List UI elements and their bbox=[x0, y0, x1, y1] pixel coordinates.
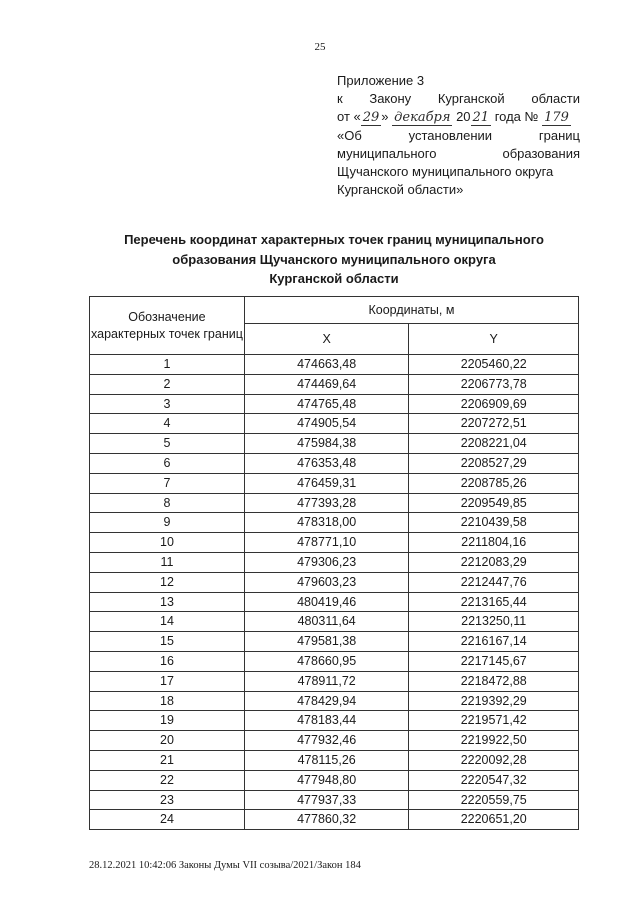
point-number-cell: 2 bbox=[90, 374, 245, 394]
y-coordinate-cell: 2209549,85 bbox=[409, 493, 579, 513]
table-row bbox=[90, 691, 579, 711]
y-coordinate-cell: 2210439,58 bbox=[409, 513, 579, 533]
x-coordinate-cell: 478771,10 bbox=[244, 533, 409, 553]
y-coordinate-cell: 2212447,76 bbox=[409, 572, 579, 592]
point-number-cell: 18 bbox=[90, 691, 245, 711]
table-row bbox=[90, 671, 579, 691]
y-coordinate-cell: 2206909,69 bbox=[409, 394, 579, 414]
y-coordinate-cell: 2218472,88 bbox=[409, 671, 579, 691]
x-coordinate-cell: 478660,95 bbox=[244, 651, 409, 671]
x-coordinate-cell: 477860,32 bbox=[244, 810, 409, 830]
table-row bbox=[90, 374, 579, 394]
date-prefix: от « bbox=[337, 109, 361, 125]
table-row bbox=[90, 434, 579, 454]
x-coordinate-cell: 474905,54 bbox=[244, 414, 409, 434]
x-coordinate-cell: 478911,72 bbox=[244, 671, 409, 691]
point-number-cell: 1 bbox=[90, 355, 245, 375]
annex-header bbox=[337, 72, 580, 199]
x-coordinate-cell: 478115,26 bbox=[244, 750, 409, 770]
x-coordinate-cell: 479306,23 bbox=[244, 552, 409, 572]
point-number-cell: 22 bbox=[90, 770, 245, 790]
x-coordinate-cell: 477937,33 bbox=[244, 790, 409, 810]
document-title bbox=[100, 230, 568, 289]
annex-word: области bbox=[531, 91, 580, 107]
y-coordinate-cell: 2219571,42 bbox=[409, 711, 579, 731]
y-coordinate-cell: 2220651,20 bbox=[409, 810, 579, 830]
point-number-cell: 23 bbox=[90, 790, 245, 810]
point-number-cell: 21 bbox=[90, 750, 245, 770]
point-number-cell: 15 bbox=[90, 632, 245, 652]
point-number-cell: 24 bbox=[90, 810, 245, 830]
x-coordinate-cell: 480311,64 bbox=[244, 612, 409, 632]
x-coordinate-cell: 474765,48 bbox=[244, 394, 409, 414]
x-coordinate-cell: 477932,46 bbox=[244, 731, 409, 751]
coordinates-table bbox=[89, 296, 579, 830]
point-number-cell: 3 bbox=[90, 394, 245, 414]
y-coordinate-cell: 2213165,44 bbox=[409, 592, 579, 612]
handwritten-month: декабря bbox=[394, 110, 451, 126]
y-coordinate-cell: 2208527,29 bbox=[409, 453, 579, 473]
y-coordinate-cell: 2211804,16 bbox=[409, 533, 579, 553]
point-number-cell: 11 bbox=[90, 552, 245, 572]
y-coordinate-cell: 2220559,75 bbox=[409, 790, 579, 810]
annex-word: муниципального bbox=[337, 145, 437, 161]
point-number-cell: 4 bbox=[90, 414, 245, 434]
handwritten-year-suffix: 21 bbox=[472, 110, 490, 126]
page-number: 25 bbox=[314, 41, 326, 53]
x-coordinate-cell: 478183,44 bbox=[244, 711, 409, 731]
table-row bbox=[90, 731, 579, 751]
annex-word: Закону bbox=[369, 91, 412, 107]
point-number-cell: 9 bbox=[90, 513, 245, 533]
y-coordinate-cell: 2205460,22 bbox=[409, 355, 579, 375]
title-line: образования Щучанского муниципального округа bbox=[172, 251, 496, 267]
point-number-cell: 16 bbox=[90, 651, 245, 671]
point-number-cell: 6 bbox=[90, 453, 245, 473]
y-coordinate-cell: 2208221,04 bbox=[409, 434, 579, 454]
x-coordinate-cell: 479603,23 bbox=[244, 572, 409, 592]
annex-line-subject bbox=[337, 127, 580, 145]
annex-line-law bbox=[337, 90, 580, 108]
date-separator: » bbox=[381, 109, 393, 125]
table-row bbox=[90, 632, 579, 652]
table-row bbox=[90, 493, 579, 513]
table-row bbox=[90, 790, 579, 810]
table-row bbox=[90, 473, 579, 493]
x-coordinate-cell: 474663,48 bbox=[244, 355, 409, 375]
footer-stamp: 28.12.2021 10:42:06 Законы Думы VII созыва/2021/Закон 184 bbox=[89, 860, 361, 871]
y-coordinate-cell: 2219922,50 bbox=[409, 731, 579, 751]
table-row bbox=[90, 750, 579, 770]
handwritten-law-number: 179 bbox=[544, 110, 569, 126]
table-row bbox=[90, 711, 579, 731]
date-year-prefix: 20 bbox=[452, 109, 471, 125]
point-number-cell: 17 bbox=[90, 671, 245, 691]
annex-title: Приложение 3 bbox=[337, 73, 425, 88]
x-coordinate-cell: 476459,31 bbox=[244, 473, 409, 493]
annex-word: образования bbox=[502, 145, 580, 161]
table-row bbox=[90, 592, 579, 612]
annex-line-district: Щучанского муниципального округа bbox=[337, 163, 554, 179]
handwritten-day: 29 bbox=[362, 110, 380, 126]
annex-word: «Об bbox=[337, 127, 362, 143]
point-number-cell: 19 bbox=[90, 711, 245, 731]
table-row bbox=[90, 651, 579, 671]
x-coordinate-cell: 478429,94 bbox=[244, 691, 409, 711]
y-coordinate-cell: 2208785,26 bbox=[409, 473, 579, 493]
title-line: Перечень координат характерных точек границ муниципального bbox=[124, 232, 544, 247]
annex-word: к bbox=[337, 91, 343, 107]
y-coordinate-cell: 2217145,67 bbox=[409, 651, 579, 671]
title-line: Курганской области bbox=[269, 271, 399, 286]
table-row bbox=[90, 414, 579, 434]
table-row bbox=[90, 513, 579, 533]
table-row bbox=[90, 572, 579, 592]
header-designation: Обозначение характерных точек границ bbox=[90, 297, 245, 355]
annex-word: Курганской bbox=[437, 91, 505, 107]
point-number-cell: 5 bbox=[90, 434, 245, 454]
annex-line-region: Курганской области» bbox=[337, 182, 464, 198]
x-coordinate-cell: 480419,46 bbox=[244, 592, 409, 612]
x-coordinate-cell: 475984,38 bbox=[244, 434, 409, 454]
y-coordinate-cell: 2220547,32 bbox=[409, 770, 579, 790]
table-row bbox=[90, 552, 579, 572]
table-row bbox=[90, 453, 579, 473]
table-row bbox=[90, 355, 579, 375]
table-row bbox=[90, 810, 579, 830]
annex-word: установлении bbox=[408, 127, 493, 143]
date-number-label: года № bbox=[491, 109, 543, 125]
point-number-cell: 20 bbox=[90, 731, 245, 751]
y-coordinate-cell: 2213250,11 bbox=[409, 612, 579, 632]
annex-line-date bbox=[337, 108, 580, 126]
annex-line-municipal bbox=[337, 145, 580, 163]
point-number-cell: 8 bbox=[90, 493, 245, 513]
header-y: Y bbox=[409, 324, 579, 355]
point-number-cell: 14 bbox=[90, 612, 245, 632]
point-number-cell: 7 bbox=[90, 473, 245, 493]
point-number-cell: 13 bbox=[90, 592, 245, 612]
x-coordinate-cell: 476353,48 bbox=[244, 453, 409, 473]
header-x: X bbox=[244, 324, 409, 355]
x-coordinate-cell: 479581,38 bbox=[244, 632, 409, 652]
table-row bbox=[90, 770, 579, 790]
y-coordinate-cell: 2207272,51 bbox=[409, 414, 579, 434]
x-coordinate-cell: 477948,80 bbox=[244, 770, 409, 790]
y-coordinate-cell: 2212083,29 bbox=[409, 552, 579, 572]
y-coordinate-cell: 2219392,29 bbox=[409, 691, 579, 711]
y-coordinate-cell: 2206773,78 bbox=[409, 374, 579, 394]
x-coordinate-cell: 474469,64 bbox=[244, 374, 409, 394]
header-coordinates: Координаты, м bbox=[244, 297, 578, 324]
table-row bbox=[90, 533, 579, 553]
annex-word: границ bbox=[538, 127, 580, 143]
y-coordinate-cell: 2216167,14 bbox=[409, 632, 579, 652]
table-row bbox=[90, 612, 579, 632]
table-row bbox=[90, 394, 579, 414]
point-number-cell: 12 bbox=[90, 572, 245, 592]
x-coordinate-cell: 478318,00 bbox=[244, 513, 409, 533]
x-coordinate-cell: 477393,28 bbox=[244, 493, 409, 513]
y-coordinate-cell: 2220092,28 bbox=[409, 750, 579, 770]
point-number-cell: 10 bbox=[90, 533, 245, 553]
